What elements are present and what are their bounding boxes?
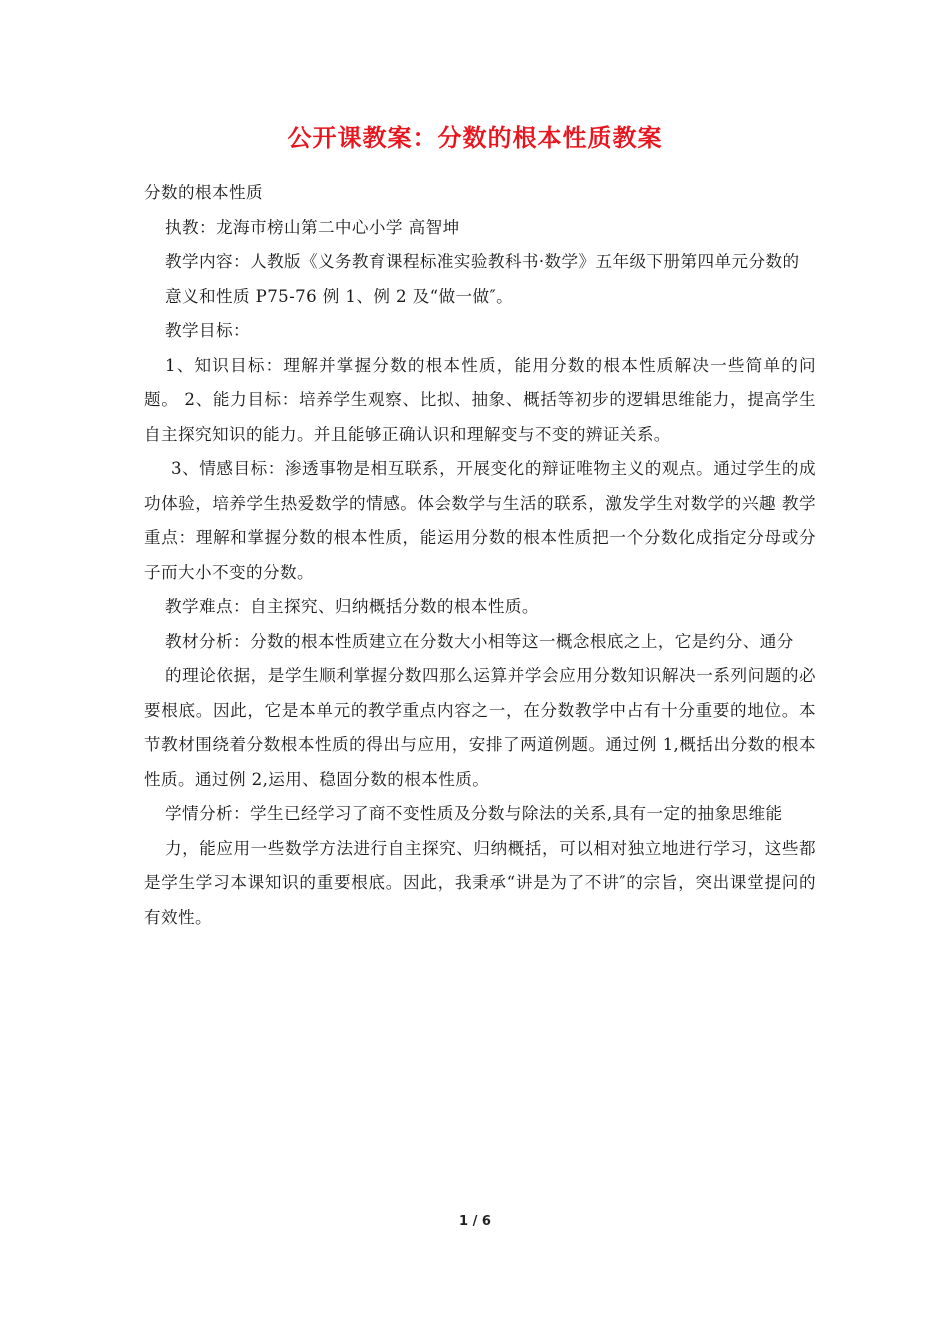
page-number: 1 / 6 xyxy=(459,1214,491,1229)
paragraph-material-analysis-cont: 的理论依据，是学生顺利掌握分数四那么运算并学会应用分数知识解决一系列问题的必要根底。因此，它是本单元的教学重点内容之一，在分数教学中占有十分重要的地位。本节教材围绕着分数根本性质的得出与应用，安排了两道例题。通过例 1,概括出分数的根本性质。通过例 2,运用、稳固分数的根本性质。 xyxy=(144,666,816,789)
paragraph-material-analysis: 教材分析：分数的根本性质建立在分数大小相等这一概念根底之上，它是约分、通分 xyxy=(165,631,794,651)
document-body xyxy=(144,176,816,935)
paragraph-goal-knowledge: 1、知识目标：理解并掌握分数的根本性质，能用分数的根本性质解决一些简单的问题。 2、能力目标：培养学生观察、比拟、抽象、概括等初步的逻辑思维能力，提高学生自主探究知识的能力。并且能够正确认识和理解变与不变的辨证关系。 xyxy=(144,355,816,444)
paragraph-student-analysis: 学情分析：学生已经学习了商不变性质及分数与除法的关系,具有一定的抽象思维能 xyxy=(165,804,783,823)
paragraph-goals-heading: 教学目标： xyxy=(165,321,250,340)
paragraph-difficulty: 教学难点：自主探究、归纳概括分数的根本性质。 xyxy=(165,597,539,616)
paragraph-goal-emotion: 3、情感目标：渗透事物是相互联系，开展变化的辩证唯物主义的观点。通过学生的成功体验，培养学生热爱数学的情感。体会数学与生活的联系，激发学生对数学的兴趣 教学重点：理解和掌握分数的根本性质，能运用分数的根本性质把一个分数化成指定分母或分子而大小不变的分数。 xyxy=(144,459,816,582)
paragraph-student-analysis-cont: 力，能应用一些数学方法进行自主探究、归纳概括，可以相对独立地进行学习，这些都是学生学习本课知识的重要根底。因此，我秉承“讲是为了不讲″的宗旨，突出课堂提问的有效性。 xyxy=(144,838,816,927)
paragraph-teacher: 执教：龙海市榜山第二中心小学 高智坤 xyxy=(165,217,460,237)
document-title: 公开课教案：分数的根本性质教案 xyxy=(287,124,663,152)
paragraph-content-cont: 意义和性质 P75-76 例 1、例 2 及“做一做″。 xyxy=(165,286,514,306)
paragraph-subject: 分数的根本性质 xyxy=(144,183,263,202)
paragraph-content: 教学内容：人教版《义务教育课程标准实验教科书·数学》五年级下册第四单元分数的 xyxy=(165,252,800,271)
